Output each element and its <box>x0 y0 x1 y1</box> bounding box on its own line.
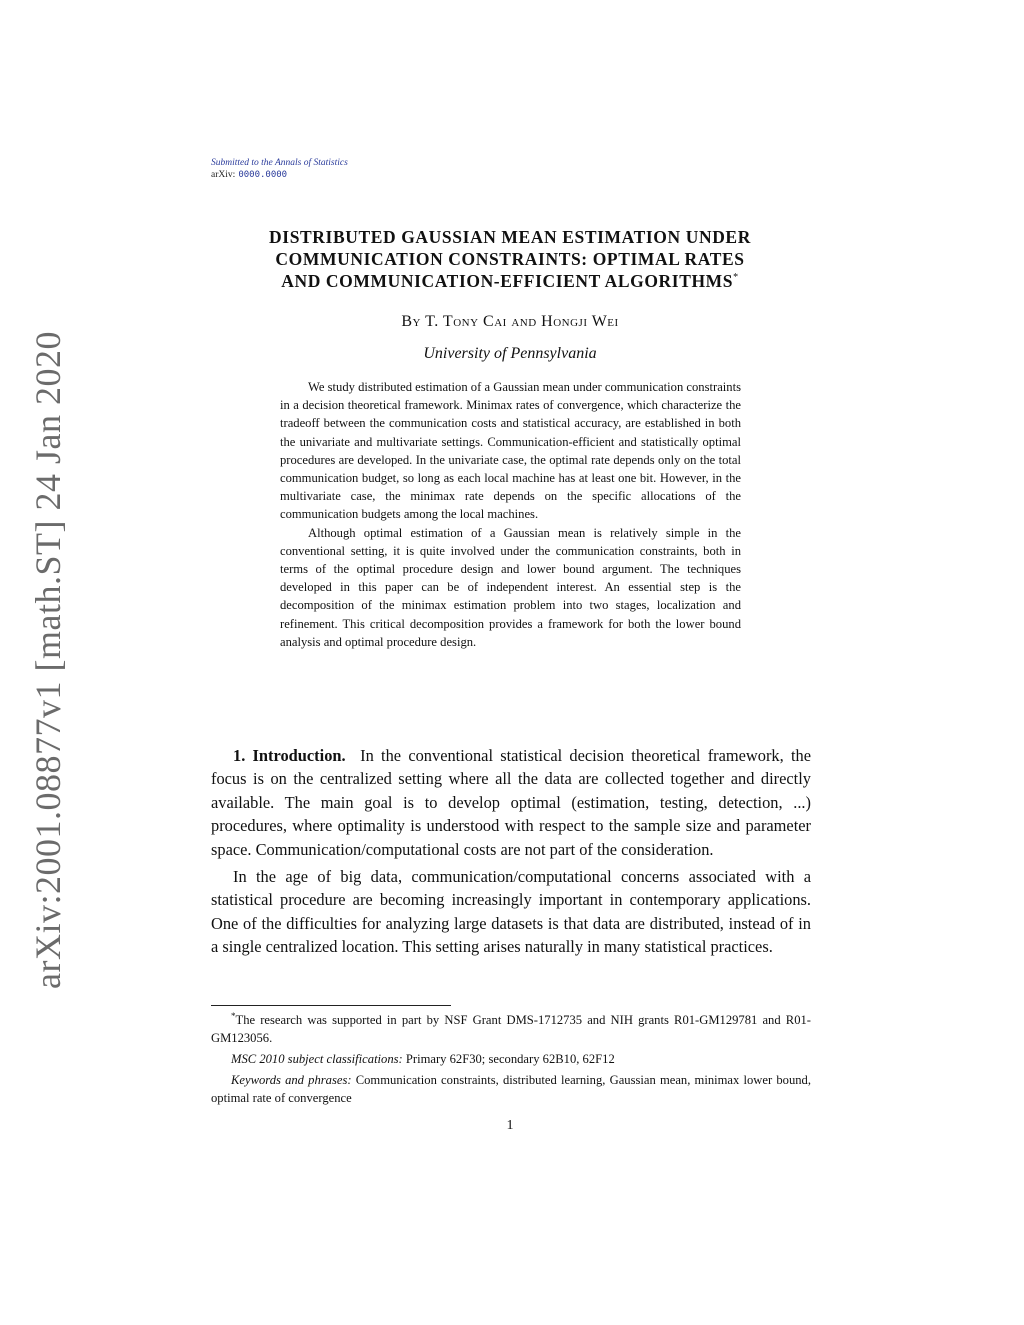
footnote-msc <box>211 1050 811 1068</box>
msc-label: MSC 2010 subject classifications: <box>231 1052 403 1066</box>
page-number: 1 <box>506 1118 514 1133</box>
abstract <box>280 378 741 651</box>
submitted-link[interactable]: Submitted to the Annals of Statistics <box>211 158 348 168</box>
intro-paragraph-2: In the age of big data, communication/computational concerns associated with a statistical procedure are becoming increasingly important in contemporary applications. One of the difficulties for analyzing large datasets is that data are distributed, instead of in a single centralized location. This setting arises naturally in many statistical practices. <box>211 867 811 957</box>
arxiv-stamp: arXiv:2001.08877v1 [math.ST] 24 Jan 2020 <box>28 331 68 989</box>
keywords-label: Keywords and phrases: <box>231 1073 352 1087</box>
footnote-rule <box>211 1005 451 1006</box>
section-heading: 1. Introduction. <box>233 746 346 765</box>
title-line-3 <box>200 270 820 292</box>
intro-paragraph-1 <box>211 744 811 861</box>
title-line-3-text: AND COMMUNICATION-EFFICIENT ALGORITHMS <box>281 271 734 291</box>
paper-title <box>200 226 820 292</box>
footnote-mark: * <box>231 1010 236 1021</box>
title-line-1: DISTRIBUTED GAUSSIAN MEAN ESTIMATION UNDER <box>269 227 751 247</box>
intro-paragraph-1-text: In the conventional statistical decision theoretical framework, the focus is on the centralized setting where all the data are collected together and directly available. The main goal is to develop optimal (estimation, testing, detection, ...) procedures, where optimality is understood with respect to the sample size and parameter space. Communication/computational costs are not part of the consideration. <box>211 746 812 859</box>
journal-header <box>211 157 611 181</box>
footnote-research-text: The research was supported in part by NSF Grant DMS-1712735 and NIH grants R01-GM129781 and R01-GM123056. <box>211 1013 811 1045</box>
footnote-research <box>211 1011 811 1047</box>
abstract-paragraph-1: We study distributed estimation of a Gaussian mean under communication constraints in a decision theoretical framework. Minimax rates of convergence, which characterize the tradeoff between the communication costs and statistical accuracy, are established in both the univariate and multivariate settings. Communication-efficient and statistically optimal procedures are developed. In the univariate case, the optimal rate depends only on the total communication budget, so long as each local machine has at least one bit. However, in the multivariate case, the minimax rate depends on the specific allocations of the communication budgets among the local machines. <box>280 380 741 522</box>
authors: By T. Tony Cai and Hongji Wei <box>401 313 619 330</box>
arxiv-code-link[interactable]: 0000.0000 <box>238 170 288 180</box>
affiliation: University of Pennsylvania <box>423 345 597 362</box>
introduction-section <box>211 744 811 959</box>
footnote-keywords <box>211 1071 811 1107</box>
msc-text: Primary 62F30; secondary 62B10, 62F12 <box>402 1052 615 1066</box>
title-line-2: COMMUNICATION CONSTRAINTS: OPTIMAL RATES <box>275 249 745 269</box>
keywords-text: Communication constraints, distributed learning, Gaussian mean, minimax lower bound, optimal rate of convergence <box>211 1073 811 1105</box>
footnotes <box>211 1011 811 1107</box>
arxiv-label: arXiv: <box>211 170 236 180</box>
title-footnote-mark[interactable]: * <box>733 272 739 284</box>
abstract-paragraph-2: Although optimal estimation of a Gaussian mean is relatively simple in the conventional setting, it is quite involved under the communication constraints, both in terms of the optimal procedure design and lower bound argument. The techniques developed in this paper can be of independent interest. An essential step is the decomposition of the minimax estimation problem into two stages, localization and refinement. This critical decomposition provides a framework for both the lower bound analysis and optimal procedure design. <box>280 525 741 649</box>
